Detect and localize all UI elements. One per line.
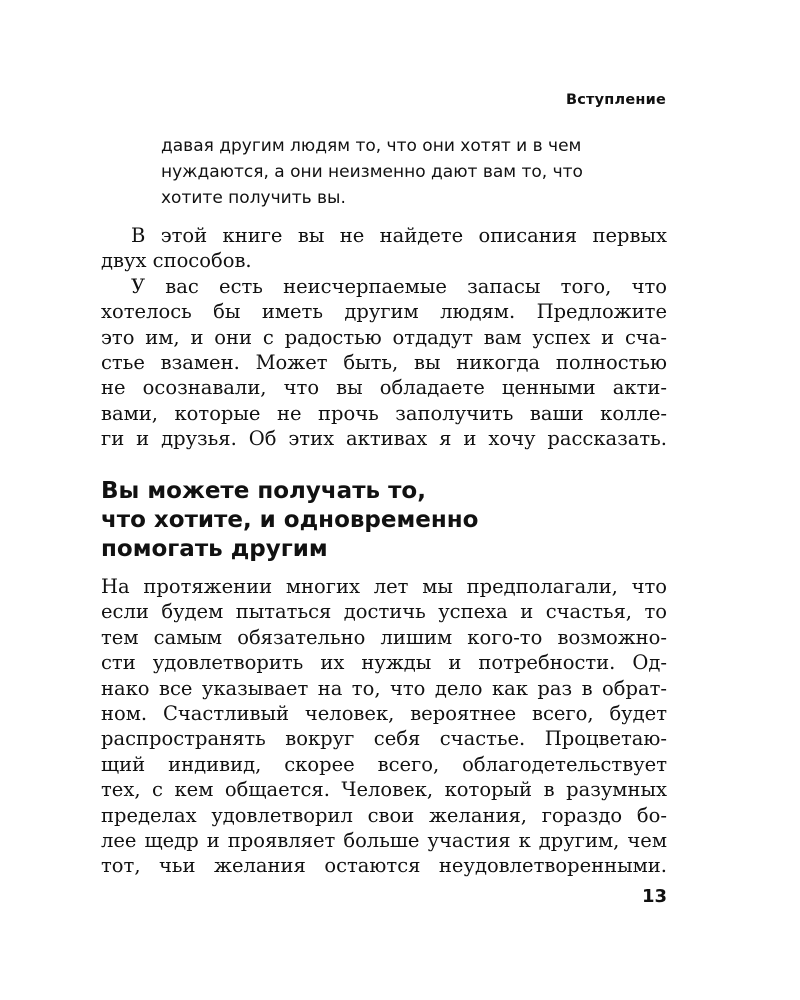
text-line: На протяжении многих лет мы предполагали, что xyxy=(101,575,667,598)
text-line: вами, которые не прочь заполучить ваши колле- xyxy=(101,401,667,425)
text-line: тем самым обязательно лишим кого-то возможно- xyxy=(101,625,667,649)
text-line: нако все указывает на то, что дело как раз в обрат- xyxy=(101,676,667,700)
intro-paragraphs xyxy=(101,223,667,452)
text-line: тот, чьи желания остаются неудовлетворенными. xyxy=(101,854,667,878)
text-line: это им, и они с радостью отдадут вам успех и сча- xyxy=(101,325,667,349)
text-line: ги и друзья. Об этих активах я и хочу рассказать. xyxy=(101,427,667,451)
page-number: 13 xyxy=(641,886,667,907)
text-line: хотелось бы иметь другим людям. Предложите xyxy=(101,300,667,324)
text-line: стье взамен. Может быть, вы никогда полностью xyxy=(101,351,667,375)
text-line: В этой книге вы не найдете описания первых xyxy=(131,224,667,247)
text-line: распространять вокруг себя счастье. Процветаю- xyxy=(101,727,667,751)
text-line: тех, с кем общается. Человек, который в разумных xyxy=(101,778,667,802)
text-line: У вас есть неисчерпаемые запасы того, что xyxy=(131,274,667,298)
heading-line: что хотите, и одновременно xyxy=(101,507,479,533)
quote-line: хотите получить вы. xyxy=(161,188,346,208)
quote-line: нуждаются, а они неизменно дают вам то, что xyxy=(161,162,583,182)
text-line: двух способов. xyxy=(101,249,252,273)
text-line: щий индивид, скорее всего, облагодетельствует xyxy=(101,752,667,776)
text-line: пределах удовлетворил свои желания, гораздо бо- xyxy=(101,803,667,827)
text-line: ном. Счастливый человек, вероятнее всего, будет xyxy=(101,702,667,726)
quote-line: давая другим людям то, что они хотят и в чем xyxy=(161,136,582,156)
text-line: если будем пытаться достичь успеха и счастья, то xyxy=(101,600,667,624)
heading-line: помогать другим xyxy=(101,536,328,562)
text-line: лее щедр и проявляет больше участия к другим, чем xyxy=(101,829,667,853)
running-head: Вступление xyxy=(566,92,666,108)
section-heading xyxy=(101,477,478,564)
heading-line: Вы можете получать то, xyxy=(101,478,426,504)
text-line: не осознавали, что вы обладаете ценными акти- xyxy=(101,376,667,400)
quote-block xyxy=(161,133,681,211)
text-line: сти удовлетворить их нужды и потребности. Од- xyxy=(101,651,667,675)
section-paragraph xyxy=(101,574,667,879)
